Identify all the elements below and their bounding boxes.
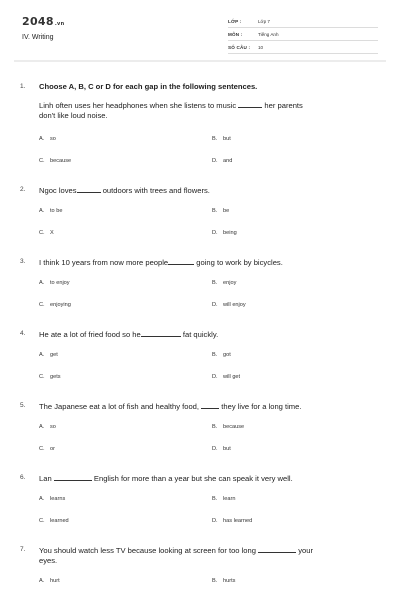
question-text-cont: don't like loud noise. xyxy=(39,111,108,120)
question-instruction: Choose A, B, C or D for each gap in the following sentences. xyxy=(39,82,258,91)
question-text-cont: eyes. xyxy=(39,556,58,565)
option-d[interactable]: D. has learned xyxy=(212,518,253,524)
option-c[interactable]: C. X xyxy=(39,230,54,236)
meta-divider xyxy=(228,40,378,41)
option-a[interactable]: A. so xyxy=(39,424,56,430)
answer-gap[interactable] xyxy=(258,544,296,553)
header-divider xyxy=(14,60,386,62)
option-b[interactable]: B. because xyxy=(212,424,245,430)
worksheet-page: 2048.vn IV. Writing LỚP : Lớp 7 MÔN : Tiếng Anh SỐ CÂU : 10 1. Choose A, B, C or D for each gap in the following sentences. Linh often uses her headphones when she listens to music her parents don't like loud noise. A. so B. but C. because D. and 2. Ngoc loves outdoors with trees and flowers. A. to be B. be C. X D. being 3. I think 10 years from now more people going to work by bicycles. A. to enjoy B. enjoy C. enjoying D. will enjoy 4. He ate a lot of fried food so he fat quickly. A. get B. got C. gets D. will get 5. The Japanese eat a lot of fish and healthy food, they live for a long time. A. so B. because C. or D. but 6. Lan English for more than a year but she can speak it very well. A. learns B. learn C. learned D. has learned 7. You should watch less TV because looking at screen for too long your eyes. A. hurt B. hurts xyxy=(0,0,400,600)
question-text: You should watch less TV because looking at screen for too long your xyxy=(39,546,314,555)
option-b[interactable]: B. got xyxy=(212,352,231,358)
option-d[interactable]: D. and xyxy=(212,158,233,164)
question-text: He ate a lot of fried food so he fat quickly. xyxy=(39,330,219,339)
site-logo[interactable]: 2048.vn xyxy=(22,15,65,28)
question-text: Ngoc loves outdoors with trees and flowers. xyxy=(39,186,210,195)
answer-gap[interactable] xyxy=(238,99,262,108)
meta-divider xyxy=(228,27,378,28)
question-text: The Japanese eat a lot of fish and healthy food, they live for a long time. xyxy=(39,402,302,411)
answer-gap[interactable] xyxy=(77,184,101,193)
option-c[interactable]: C. learned xyxy=(39,518,69,524)
option-c[interactable]: C. enjoying xyxy=(39,302,71,308)
answer-gap[interactable] xyxy=(141,328,181,337)
option-d[interactable]: D. will get xyxy=(212,374,241,380)
option-a[interactable]: A. so xyxy=(39,136,56,142)
question-text: I think 10 years from now more people going to work by bicycles. xyxy=(39,258,283,267)
option-d[interactable]: D. but xyxy=(212,446,231,452)
meta-divider xyxy=(228,53,378,54)
option-a[interactable]: A. learns xyxy=(39,496,66,502)
meta-subject: MÔN : Tiếng Anh xyxy=(228,32,279,37)
option-a[interactable]: A. to be xyxy=(39,208,63,214)
option-a[interactable]: A. get xyxy=(39,352,58,358)
option-c[interactable]: C. because xyxy=(39,158,72,164)
question-text: Linh often uses her headphones when she listens to music her parents xyxy=(39,101,303,110)
option-b[interactable]: B. hurts xyxy=(212,578,236,584)
option-a[interactable]: A. to enjoy xyxy=(39,280,70,286)
section-title: IV. Writing xyxy=(22,34,54,41)
meta-class: LỚP : Lớp 7 xyxy=(228,19,270,24)
option-a[interactable]: A. hurt xyxy=(39,578,60,584)
answer-gap[interactable] xyxy=(168,256,194,265)
answer-gap[interactable] xyxy=(54,472,92,481)
question-text: Lan English for more than a year but she can speak it very well. xyxy=(39,474,293,483)
meta-count: SỐ CÂU : 10 xyxy=(228,45,264,50)
option-b[interactable]: B. be xyxy=(212,208,230,214)
option-c[interactable]: C. or xyxy=(39,446,55,452)
option-b[interactable]: B. learn xyxy=(212,496,236,502)
option-d[interactable]: D. will enjoy xyxy=(212,302,246,308)
option-c[interactable]: C. gets xyxy=(39,374,61,380)
answer-gap[interactable] xyxy=(201,400,219,409)
option-d[interactable]: D. being xyxy=(212,230,237,236)
option-b[interactable]: B. but xyxy=(212,136,231,142)
option-b[interactable]: B. enjoy xyxy=(212,280,237,286)
